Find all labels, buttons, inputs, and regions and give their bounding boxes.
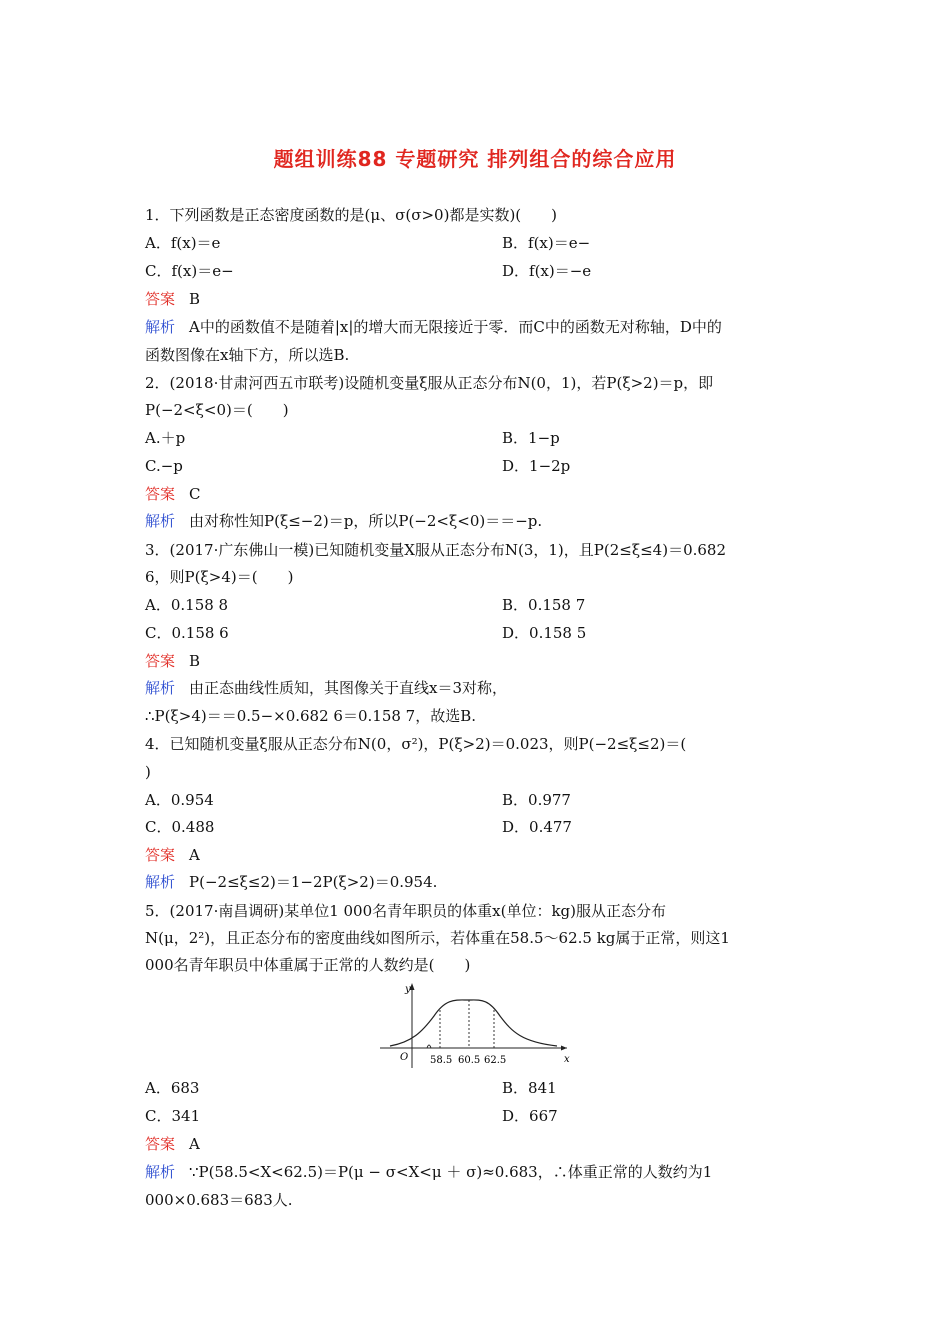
q2-option-d: D．1−2p <box>502 457 571 475</box>
q5-answer: A <box>189 1135 200 1153</box>
tick-label-60-5: 60.5 <box>458 1055 481 1066</box>
q1-answer-line <box>145 289 200 309</box>
answer-label: 答案 <box>145 290 176 308</box>
q5-analysis-line <box>145 1162 712 1182</box>
answer-label: 答案 <box>145 485 176 503</box>
q1-analysis-2: 函数图像在x轴下方，所以选B. <box>145 346 350 364</box>
q1-stem: 1．下列函数是正态密度函数的是(μ、σ(σ>0)都是实数)( ) <box>145 206 557 224</box>
q4-stem-1: 4．已知随机变量ξ服从正态分布N(0，σ²)，P(ξ>2)＝0.023，则P(−2≤ξ≤2)＝( <box>145 735 687 753</box>
answer-label: 答案 <box>145 652 176 670</box>
q5-stem-1: 5．(2017·南昌调研)某单位1 000名青年职员的体重x(单位：kg)服从正态分布 <box>145 902 666 920</box>
q2-option-a: A.＋p <box>145 429 186 447</box>
analysis-label: 解析 <box>145 873 176 891</box>
q3-option-c: C．0.158 6 <box>145 624 229 642</box>
q5-analysis-1: ∵P(58.5<X<62.5)＝P(μ − σ<X<μ ＋ σ)≈0.683，∴体重正常的人数约为1 <box>189 1163 713 1181</box>
analysis-label: 解析 <box>145 1163 176 1181</box>
q4-option-d: D．0.477 <box>502 818 572 836</box>
q4-answer: A <box>189 846 200 864</box>
q3-option-a: A．0.158 8 <box>145 596 229 614</box>
tick-label-62-5: 62.5 <box>484 1055 507 1066</box>
analysis-label: 解析 <box>145 512 176 530</box>
q4-analysis-line <box>145 872 437 892</box>
q5-option-c: C．341 <box>145 1107 201 1125</box>
q3-stem-2: 6，则P(ξ>4)＝( ) <box>145 568 294 586</box>
q3-answer: B <box>189 652 201 670</box>
q5-analysis-2: 000×0.683＝683人. <box>145 1191 293 1209</box>
y-axis-label: y <box>405 984 411 995</box>
q2-analysis-line <box>145 511 542 531</box>
origin-label: O <box>400 1052 409 1063</box>
q3-stem-1: 3．(2017·广东佛山一模)已知随机变量X服从正态分布N(3，1)，且P(2≤ξ≤4)＝0.682 <box>145 541 727 559</box>
q5-answer-line <box>145 1134 200 1154</box>
q5-stem-3: 000名青年职员中体重属于正常的人数约是( ) <box>145 956 471 974</box>
q4-option-a: A．0.954 <box>145 791 214 809</box>
density-curve <box>390 1000 557 1046</box>
x-axis-arrow <box>561 1046 567 1051</box>
q4-answer-line <box>145 845 200 865</box>
q2-option-c: C.−p <box>145 457 183 475</box>
q3-answer-line <box>145 651 200 671</box>
q1-option-c: C．f(x)＝e− <box>145 262 234 280</box>
q2-answer: C <box>189 485 201 503</box>
q1-option-b: B．f(x)＝e− <box>502 234 591 252</box>
q2-analysis-1: 由对称性知P(ξ≤−2)＝p，所以P(−2<ξ<0)＝＝−p. <box>189 512 543 530</box>
q1-option-d: D．f(x)＝−e <box>502 262 592 280</box>
answer-label: 答案 <box>145 846 176 864</box>
q3-analysis-1: 由正态曲线性质知，其图像关于直线x＝3对称， <box>189 679 508 697</box>
q4-option-c: C．0.488 <box>145 818 215 836</box>
page-title: 题组训练88 专题研究 排列组合的综合应用 <box>273 147 677 171</box>
q3-option-b: B．0.158 7 <box>502 596 586 614</box>
x-axis-label: x <box>564 1054 570 1065</box>
q1-answer: B <box>189 290 201 308</box>
analysis-label: 解析 <box>145 679 176 697</box>
normal-curve-figure <box>372 980 577 1070</box>
q4-stem-2: ) <box>145 763 151 781</box>
tick-label-58-5: 58.5 <box>430 1055 453 1066</box>
q3-analysis-line <box>145 678 507 698</box>
q2-stem-2: P(−2<ξ<0)＝( ) <box>145 401 289 419</box>
q2-stem-1: 2．(2018·甘肃河西五市联考)设随机变量ξ服从正态分布N(0，1)，若P(ξ>2)＝p，即 <box>145 374 714 392</box>
q5-option-d: D．667 <box>502 1107 558 1125</box>
q4-option-b: B．0.977 <box>502 791 571 809</box>
q5-stem-2: N(μ，2²)，且正态分布的密度曲线如图所示，若体重在58.5～62.5 kg属于正常，则这1 <box>145 929 730 947</box>
answer-label: 答案 <box>145 1135 176 1153</box>
q2-answer-line <box>145 484 201 504</box>
q1-analysis-line <box>145 317 722 337</box>
q1-analysis-1: A中的函数值不是随着|x|的增大而无限接近于零．而C中的函数无对称轴，D中的 <box>189 318 722 336</box>
q1-option-a: A．f(x)＝e <box>145 234 221 252</box>
q3-analysis-2: ∴P(ξ>4)＝＝0.5−×0.682 6＝0.158 7，故选B. <box>145 707 477 725</box>
q5-option-b: B．841 <box>502 1079 557 1097</box>
analysis-label: 解析 <box>145 318 176 336</box>
q4-analysis-1: P(−2≤ξ≤2)＝1−2P(ξ>2)＝0.954. <box>189 873 438 891</box>
q5-option-a: A．683 <box>145 1079 200 1097</box>
q3-option-d: D．0.158 5 <box>502 624 587 642</box>
q2-option-b: B．1−p <box>502 429 560 447</box>
